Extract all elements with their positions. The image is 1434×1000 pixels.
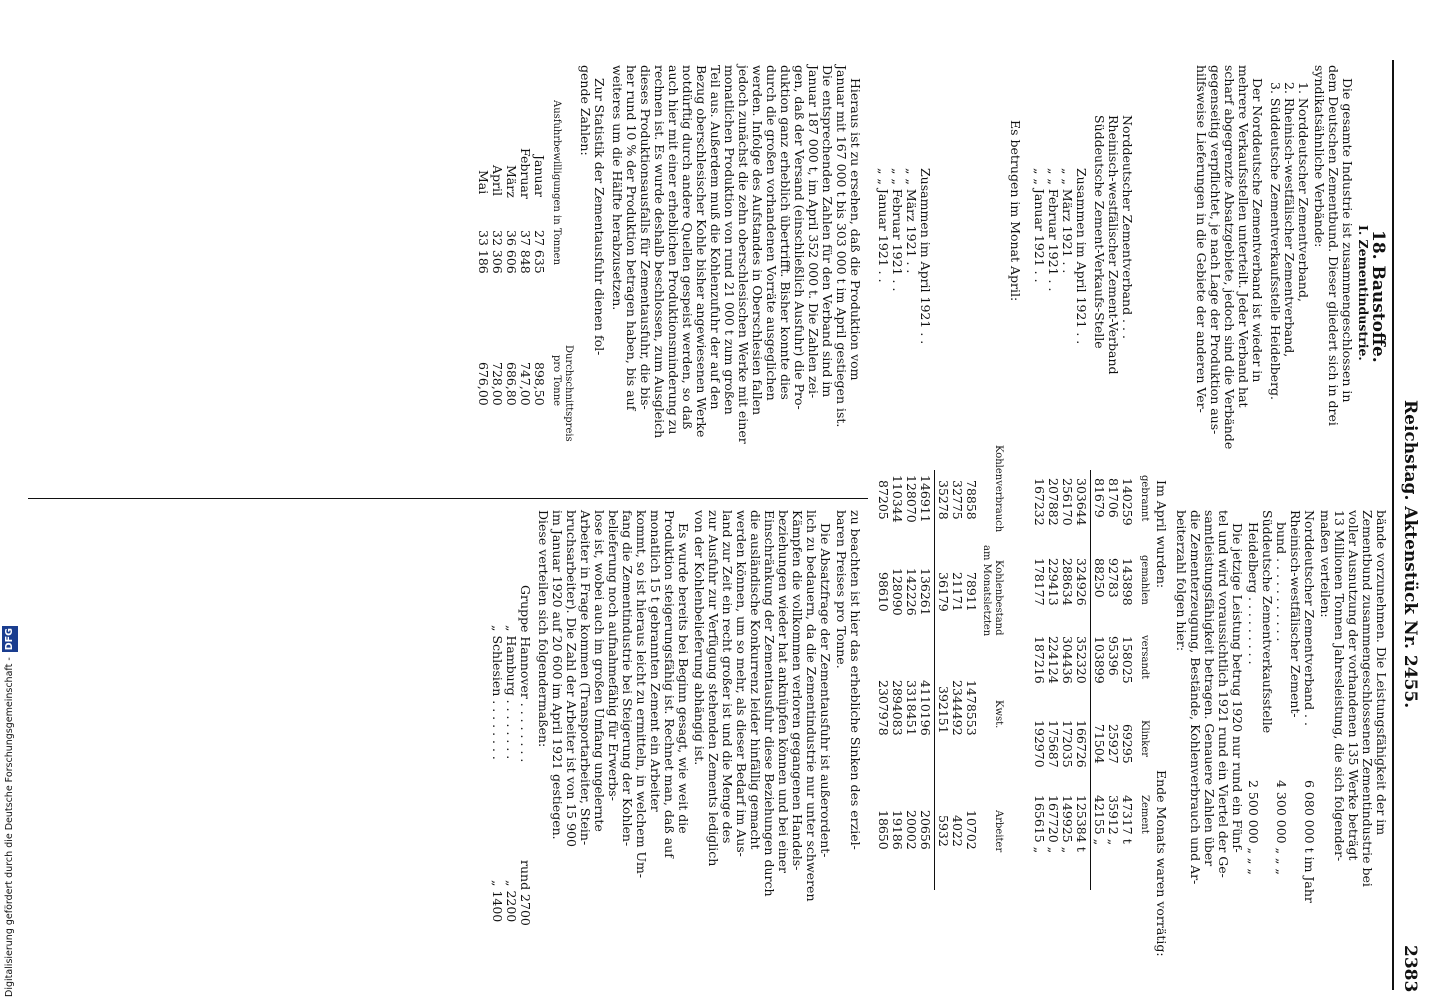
export-month: Mai [476,170,491,195]
table2-cell: 35278 [936,480,951,520]
table2-total-cell: 4110196 [918,680,933,736]
table1-total-cell: 288634 [1060,558,1075,606]
table1-total-cell: 125384 t [1074,795,1089,852]
page-number: 2383 [1400,945,1420,993]
table1-row-label: Rheinisch-westfälischer Zement-Verband [1106,115,1121,375]
table1-col-header: gebrannt [1139,475,1150,522]
table1-total-cell: 303644 [1074,478,1089,526]
table1-cell: 71504 [1092,724,1107,764]
table1-cell: 81706 [1106,478,1121,518]
right-paragraph-line: die Zementerzeugung, Bestände, Kohlenverbrauch und Ar- [1188,510,1203,885]
worker-group-label: „ Schlesien . . . . . . . . [490,625,505,760]
table2-total-cell: 18650 [876,810,891,850]
paragraph-line: Der Norddeutsche Zementverband ist wieder in [1250,78,1265,383]
paragraph-line: werden. Infolge des Aufstandes in Oberschlesien fallen [750,65,765,416]
right-paragraph-line: samtleistungsfähigkeit betragen. Genauere Zahlen über [1202,510,1217,867]
export-table-col2: pro Tonne [551,355,562,407]
right-paragraph-line: im Januar 1920 auf 20 600 im April 1921 gestiegen. [550,510,565,840]
right-paragraph-line: baren Preises pro Tonne. [834,510,849,669]
table2-total-cell: 3318451 [904,680,919,736]
export-preis: 728,00 [490,362,505,406]
intro-line: syndikatsähnliche Verbände: [1312,65,1327,248]
header-rule [1392,60,1394,990]
column-divider [28,498,868,499]
table1-cell: 47317 t [1120,795,1135,844]
table1-cell: 143898 [1120,558,1135,606]
page-header-title: Reichstag. Aktenstück Nr. 2455. [1400,400,1420,709]
table1-total-cell: 207882 [1046,478,1061,526]
table1-total-cell: 229413 [1046,558,1061,606]
capacity-value: 2 500 000 „ „ „ [1246,780,1261,875]
capacity-label: Norddeutscher Zementverband . . [1302,510,1317,726]
funding-sidebar [2,605,18,997]
export-preis: 686,80 [504,362,519,406]
table1-row-label: Norddeutscher Zementverband . . . [1120,115,1135,339]
subsection-title: I. Zementindustrie. [1356,225,1371,361]
table1-total-cell: 192970 [1032,720,1047,768]
table1-total-label: „ „ März 1921 . . [1060,168,1075,274]
table1-total-cell: 352320 [1074,636,1089,684]
export-tonnen: 33 186 [476,230,491,274]
table2-total-label: Zusammen im April 1921 . . [918,168,933,345]
export-month: April [490,165,505,196]
right-paragraph-line: zu beachten ist hier das erhebliche Sinken des erziel- [848,510,863,850]
table1-cell: 69295 [1120,724,1135,764]
table1-cell: 81679 [1092,478,1107,518]
table1-cell: 140259 [1120,478,1135,526]
right-line: bände vorzunehmen. Die Leistungsfähigkeit der im [1374,510,1389,836]
table1-col-header: Klinker [1139,720,1150,758]
table1-cell: 92783 [1106,558,1121,598]
table2-total-label: „ „ März 1921 . . [904,168,919,274]
table2-total-cell: 20656 [918,810,933,850]
paragraph-line: auch hier mit einer erheblichen Produktionsminderung zu [666,65,681,435]
paragraph-line: scharf abgegrenzte Absatzgebiete, jedoch sind die Verbände [1222,65,1237,450]
capacity-value: 6 080 000 t im Jahr [1302,780,1317,903]
table2-total-cell: 2894083 [890,680,905,736]
worker-group-value: „ 1400 [490,880,505,923]
table2-total-cell: 19186 [890,810,905,850]
worker-group-label: „ Hamburg . . . . . . . . [504,625,519,760]
dfg-logo: DFG [2,626,18,652]
capacity-value: 4 300 000 „ „ „ [1274,780,1289,875]
right-line: Zementbund zusammengeschlossenen Zementindustrie bei [1360,510,1375,887]
table1-cell: 95396 [1106,636,1121,676]
right-line: maßen verteilen: [1318,510,1333,618]
table1-total-cell: 167720 „ [1046,795,1061,854]
right-paragraph-line: Die jetzige Leistung betrug 1920 nur rund ein Fünf- [1230,523,1245,853]
table1-total-cell: 166726 [1074,720,1089,768]
table1-total-label: Zusammen im April 1921 . . [1074,168,1089,345]
intro-line: dem Deutschen Zementbund. Dieser gliedert sich in drei [1326,65,1341,426]
right-paragraph-line: die ausländische Konkurrenz leider hinfällig gemacht [748,510,763,850]
table1-total-cell: 256170 [1060,478,1075,526]
table2-cell: 2344492 [950,680,965,736]
table2-cell: 32775 [950,480,965,520]
table2-cell: 10702 [964,810,979,850]
paragraph-line: duktion ganz erheblich übertrifft. Bisher konnte dies [778,65,793,400]
paragraph-line: gegenseitig verpflichtet, je nach Lage der Produktion aus- [1208,65,1223,435]
export-tonnen: 36 606 [504,230,519,274]
right-paragraph-line: lose ist, wobei auch im großen Umfang ungelernte [592,510,607,832]
right-paragraph-line: lich zu bedauern, da die Zementindustrie nur unter schweren [804,510,819,902]
export-month: Januar [532,155,547,197]
right-paragraph-line: von der Kohlenbelieferung abhängig ist. [692,510,707,766]
table2-total-cell: 142226 [904,568,919,616]
table1-row-label: Süddeutsche Zement-Verkaufs-Stelle [1092,115,1107,349]
capacity-label: Heidelberg . . . . . . . . . [1246,522,1261,665]
verband-item: 2. Rheinisch-westfälischer Zementverband, [1282,82,1297,358]
table1-cell: 103899 [1092,636,1107,684]
export-table-col1: Ausfuhrbewilligungen in Tonnen [551,100,562,266]
right-paragraph-line: bruchsarbeiter). Die Zahl der Arbeiter ist von 15 900 [564,510,579,847]
export-table-col2: Durchschnittspreis [563,345,574,442]
export-preis: 898,50 [532,362,547,406]
right-paragraph-line: Es wurde bereits bei Beginn gesagt, wie weit die [676,523,691,834]
paragraph-line: hilfsweise Lieferungen in die Gebiete der anderen Ver- [1194,65,1209,413]
export-month: März [504,165,519,198]
paragraph-line: her rund 10 % der Produktion betragen haben, bis auf [624,65,639,411]
section-title: 18. Baustoffe. [1368,230,1388,363]
right-paragraph-line: tel und wird voraussichtlich 1921 rund ein Viertel der Ge- [1216,510,1231,878]
table2-cell: 4022 [950,815,965,847]
table2-cell: 78911 [964,572,979,612]
funding-note [2,605,18,997]
table1-total-cell: 324926 [1074,558,1089,606]
table2-subheading: am Monatsletzten [981,545,992,637]
paragraph-line: rechnen ist. Es wurde deshalb beschlossen, zum Ausgleich [652,65,667,439]
table2-total-cell: 128070 [904,475,919,523]
table1-col-header: gemahlen [1139,555,1150,605]
worker-group-value: rund 2700 [518,860,533,926]
paragraph-line: gende Zahlen: [578,65,593,156]
table2-col-header: Kwst. [993,700,1004,729]
right-paragraph-line: Kämpfen die vollkommen verloren gegangenen Handels- [790,510,805,871]
table1-cell: 158025 [1120,636,1135,684]
table2-total-cell: 87205 [876,480,891,520]
right-paragraph-line: werden können, um so mehr, als dieser Bedarf im Aus- [734,510,749,857]
paragraph-line: mehrere Verkaufsstellen unterteilt. Jeder Verband hat [1236,65,1251,408]
paragraph-line: durch die großen vorhandenen Vorräte ausgeglichen [764,65,779,401]
paragraph-line: monatlichen Produktion von rund 21 000 t zum großen [722,65,737,415]
paragraph-line: weiteres um die Hälfte herabzusetzen. [610,65,625,311]
table2-total-cell: 2307978 [876,680,891,736]
paragraph-line: notdürftig durch andere Quellen gespeist werden, so daß [680,65,695,430]
table1-heading-right: Ende Monats waren vorrätig: [1154,770,1169,957]
verband-item: 3. Süddeutsche Zementverkaufsstelle Heidelberg. [1268,82,1283,401]
right-paragraph-line: belieferung noch aufnahmefähig für Erwerbs- [606,510,621,801]
table1-total-label: „ „ Februar 1921 . . [1046,168,1061,292]
funding-text: Digitalisierung gefördert durch die Deutsche Forschungsgemeinschaft - [4,657,15,997]
export-tonnen: 32 306 [490,230,505,274]
export-tonnen: 37 848 [518,230,533,274]
right-paragraph-line: Einschränkung der Zementausfuhr diese Beziehungen durch [762,510,777,897]
right-line: 13 Millionen Tonnen Jahresleistung, die sich folgender- [1332,510,1347,862]
paragraph-line: Teil aus. Außerdem muß die Kohlenzufuhr der auf den [708,65,723,410]
table1-heading-left: Im April wurden: [1154,480,1169,589]
paragraph-line: Zur Statistik der Zementausfuhr dienen fol- [592,78,607,356]
table1-total-cell: 178177 [1032,558,1047,606]
export-preis: 747,00 [518,362,533,406]
table2-cell: 1478553 [964,680,979,736]
right-paragraph-line: Die Absatzfrage der Zementausfuhr ist außerordent- [818,523,833,858]
table1-total-cell: 175687 [1046,720,1061,768]
worker-group-label: Gruppe Hannover . . . . . . . . [518,585,533,763]
table2-cell: 36179 [936,572,951,612]
right-paragraph-line: monatlich 15 t gebrannten Zement ein Arbeiter [648,510,663,812]
export-month: Februar [518,148,533,199]
worker-group-value: „ 2200 [504,880,519,923]
table2-sum-rule [934,470,935,890]
capacity-label: Süddeutsche Zementverkaufsstelle [1260,510,1275,734]
table2-total-label: „ „ Februar 1921 . . [890,168,905,292]
right-paragraph-line: beiterzahl folgen hier: [1174,510,1189,652]
table1-total-cell: 165615 „ [1032,795,1047,854]
table2-total-cell: 110344 [890,475,905,523]
paragraph-line: jedoch zunächst die zehn oberschlesischen Werke mit einer [736,65,751,444]
capacity-label: bund . . . . . . . . . . . [1274,522,1289,642]
export-preis: 676,00 [476,362,491,406]
table1-cell: 25927 [1106,724,1121,764]
table2-total-cell: 20002 [904,810,919,850]
table2-col-header: Kohlenverbrauch [993,445,1004,533]
table2-cell: 78858 [964,480,979,520]
right-paragraph-line: fang die Zementindustrie bei Steigerung der Kohlen- [620,510,635,847]
table1-col-header: versandt [1139,635,1150,680]
capacity-label: Rheinisch-westfälischer Zement- [1288,510,1303,718]
paragraph-line: Januar mit 167 000 t bis 303 000 t im April gestiegen ist. [834,65,849,428]
table1-cell: 88250 [1092,558,1107,598]
table1-total-cell: 172035 [1060,720,1075,768]
table2-col-header: Kohlenbestand [993,560,1004,636]
table2-total-cell: 128090 [890,568,905,616]
paragraph-line: Die entsprechenden Zahlen für den Verband sind im [820,65,835,398]
paragraph-line: Januar 187 000 t, im April 352 000 t. Die Zahlen zei- [806,65,821,399]
right-paragraph-line: kommt, so ist hieraus leicht zu ermitteln, in welchem Um- [634,510,649,879]
paragraph-line: dieses Produktionsausfalls für Zementausfuhr, die bis- [638,65,653,410]
table2-total-cell: 146911 [918,475,933,523]
table1-total-cell: 224124 [1046,636,1061,684]
table2-heading: Es betrugen im Monat April: [1008,120,1023,302]
right-paragraph-line: beziehungen wieder hat anknüpfen können und bei einer [776,510,791,874]
table2-total-cell: 98610 [876,572,891,612]
table1-cell: 35912 „ [1106,795,1121,846]
table2-total-cell: 136261 [918,568,933,616]
table1-sum-rule [1090,470,1091,890]
paragraph-line: Hieraus ist zu ersehen, daß die Produktion vom [848,78,863,381]
table1-col-header: Zement [1139,795,1150,834]
table2-cell: 392151 [936,686,951,734]
table2-cell: 21171 [950,572,965,612]
export-tonnen: 27 635 [532,230,547,274]
intro-line: Die gesamte Industrie ist zusammengeschlossen in [1340,78,1355,403]
right-paragraph-line: Produktion steigerungsfähig ist. Rechnet man, daß auf [662,510,677,858]
table2-col-header: Arbeiter [993,810,1004,853]
right-paragraph-line: zur Ausfuhr zur Verfügung stehenden Zements lediglich [706,510,721,867]
table1-total-cell: 167232 [1032,478,1047,526]
table1-cell: 42155 „ [1092,795,1107,846]
right-paragraph-line: land zur Zeit ein recht großer ist und die Menge des [720,510,735,844]
table2-cell: 5932 [936,815,951,847]
right-line: voller Ausnutzung der vorhandenen 135 Werke beträgt [1346,510,1361,861]
right-paragraph-line: Diese verteilen sich folgendermaßen: [536,510,551,748]
right-paragraph-line: Arbeiter in Frage kommen (Transportarbeiter, Stein- [578,510,593,846]
paragraph-line: Bezug oberschlesischer Kohle bisher angewiesenen Werke [694,65,709,438]
table1-total-cell: 187216 [1032,636,1047,684]
table1-total-cell: 304436 [1060,636,1075,684]
verband-item: 1. Norddeutscher Zementverband, [1296,82,1311,302]
table1-total-cell: 149925 „ [1060,795,1075,854]
table2-total-label: „ „ Januar 1921 . . [876,168,891,283]
table1-total-label: „ „ Januar 1921 . . [1032,168,1047,283]
paragraph-line: gen, daß der Versand (einschließlich Ausfuhr) die Pro- [792,65,807,410]
